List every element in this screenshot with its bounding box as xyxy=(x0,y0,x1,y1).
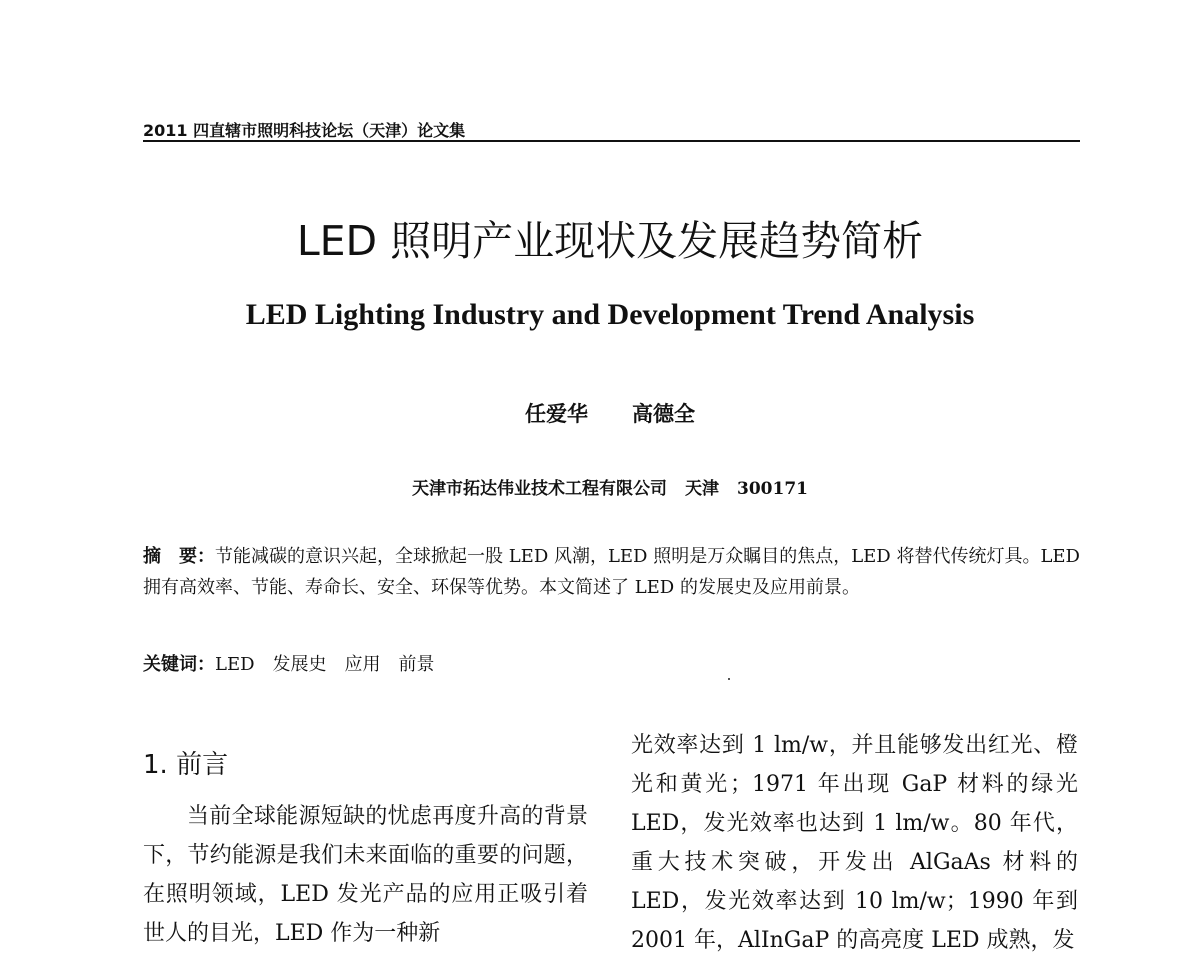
author-name: 任爱华 xyxy=(525,401,588,426)
affiliation-postcode: 300171 xyxy=(737,479,808,499)
abstract-text: 节能减碳的意识兴起，全球掀起一股 LED 风潮，LED 照明是万众瞩目的焦点，LED 将替代传统灯具。LED 拥有高效率、节能、寿命长、安全、环保等优势。本文简述了 LED 的发展史及应用前景。 xyxy=(143,546,1080,598)
keywords-label: 关键词： xyxy=(143,654,215,675)
body-paragraph: 光效率达到 1 lm/w，并且能够发出红光、橙光和黄光；1971 年出现 GaP 材料的绿光 LED，发光效率也达到 1 lm/w。80 年代，重大技术突破，开发出 AlGaAs 材料的 LED，发光效率达到 10 lm/w；1990 年到 2001 年，AlInGaP 的高亮度 LED 成熟，发 xyxy=(631,733,1078,953)
header-rule xyxy=(143,140,1080,142)
keyword: 应用 xyxy=(344,654,381,675)
body-column-left xyxy=(143,797,588,953)
author-list xyxy=(0,398,1200,428)
scan-speck xyxy=(728,678,730,680)
body-column-right xyxy=(631,726,1078,960)
affiliation-city: 天津 xyxy=(685,479,719,499)
abstract-label: 摘 要： xyxy=(143,546,215,567)
section-heading: 1. 前言 xyxy=(143,750,229,780)
keyword: LED xyxy=(215,654,255,675)
author-name: 高德全 xyxy=(632,401,695,426)
keywords xyxy=(143,650,453,676)
body-paragraph: 当前全球能源短缺的忧虑再度升高的背景下，节约能源是我们未来面临的重要的问题，在照明领域，LED 发光产品的应用正吸引着世人的目光，LED 作为一种新 xyxy=(143,804,588,946)
keyword: 前景 xyxy=(398,654,435,675)
paper-title-english: LED Lighting Industry and Development Trend Analysis xyxy=(245,298,975,331)
keyword: 发展史 xyxy=(272,654,327,675)
paper-title-chinese: LED 照明产业现状及发展趋势简析 xyxy=(296,217,924,265)
affiliation-org: 天津市拓达伟业技术工程有限公司 xyxy=(412,479,667,499)
affiliation xyxy=(0,474,1200,499)
running-head: 2011 四直辖市照明科技论坛（天津）论文集 xyxy=(143,121,466,140)
abstract xyxy=(143,541,1083,603)
